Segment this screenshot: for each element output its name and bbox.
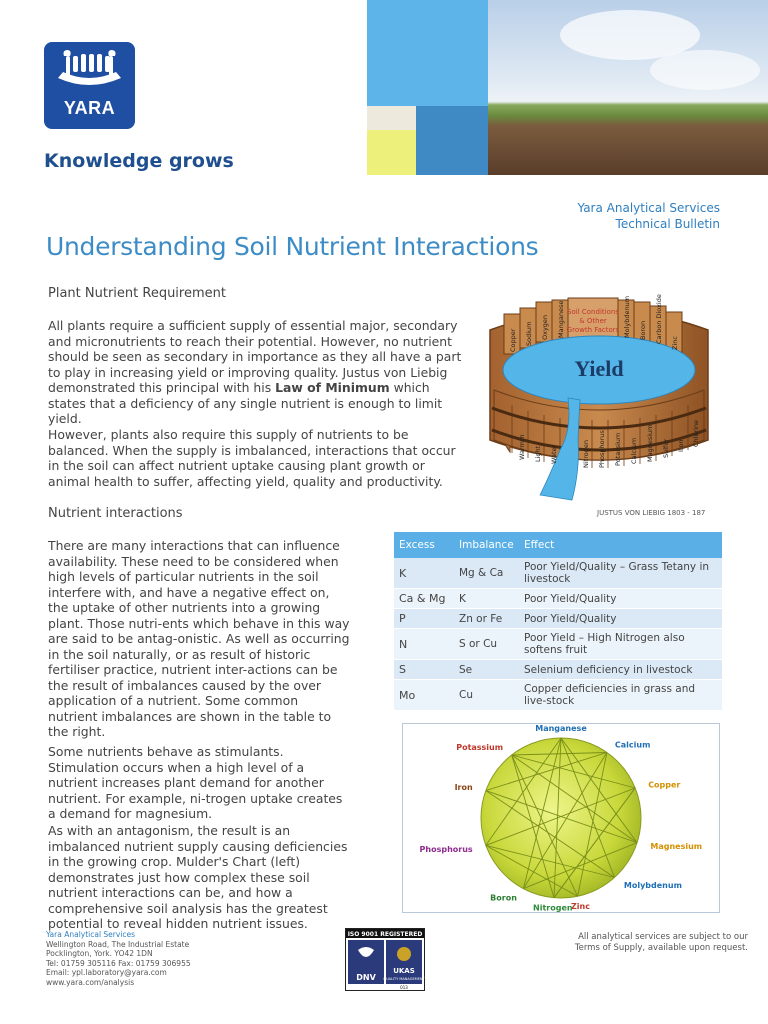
crown-icon — [397, 947, 411, 961]
effect-cell: Poor Yield/Quality – Grass Tetany in livestock — [519, 558, 722, 589]
column-header: Imbalance — [454, 532, 519, 558]
terms-notice — [575, 932, 748, 954]
table-row — [394, 660, 722, 680]
iso-certification-badge — [345, 928, 425, 991]
service-name: Yara Analytical Services — [577, 201, 720, 215]
excess-cell: Ca & Mg — [394, 589, 454, 609]
iso-number: 013 — [400, 985, 408, 990]
effect-cell: Poor Yield/Quality — [519, 589, 722, 609]
excess-cell: Mo — [394, 680, 454, 711]
nutrient-label: Copper — [648, 780, 681, 790]
ukas-label: UKAS — [393, 967, 415, 975]
footer-line[interactable]: www.yara.com/analysis — [46, 977, 135, 987]
section-heading-interactions: Nutrient interactions — [48, 506, 183, 521]
liebig-barrel-illustration — [480, 290, 718, 508]
table-row — [394, 680, 722, 711]
stave-label: Carbon Dioxide — [655, 294, 663, 344]
footer-address — [46, 930, 191, 988]
table-row — [394, 629, 722, 660]
barrel-caption: JUSTUS VON LIEBIG 1803 - 187 — [597, 509, 706, 517]
imbalance-cell: Cu — [454, 680, 519, 711]
table-header-row — [394, 532, 722, 558]
text: All plants require a sufficient supply of essential major, secondary and micronutrients to reach their potential. However, no nutrient should be seen as secondary in importance as they all have a part to play in increasing yield or improving quality. Justus von Liebig demonstrated this principal with his — [48, 318, 462, 395]
table-row — [394, 558, 722, 589]
stave-label: Molybdenum — [623, 295, 631, 338]
excess-cell: K — [394, 558, 454, 589]
stave-label: Phosphorus — [598, 430, 606, 468]
nutrient-label: Boron — [490, 893, 517, 903]
stave-label: Water — [550, 444, 558, 464]
effect-cell: Copper deficiencies in grass and live-stock — [519, 680, 722, 711]
section-heading-requirement: Plant Nutrient Requirement — [48, 286, 226, 301]
nutrient-label: Iron — [454, 783, 473, 793]
dnv-label: DNV — [356, 973, 376, 982]
viking-ship-icon — [44, 42, 135, 98]
terms-line[interactable]: Terms of Supply, available upon request. — [574, 943, 748, 953]
excess-cell: S — [394, 660, 454, 680]
stave-label: Chlorine — [692, 419, 700, 447]
stave-label: Oxygen — [541, 314, 549, 340]
text: which states that a deficiency of any single nutrient is enough to limit yield. — [48, 380, 443, 426]
stave-label: Light — [534, 445, 542, 462]
nutrient-label: Phosphorus — [419, 844, 473, 854]
stave-label: Sulfur — [662, 438, 670, 458]
nutrient-imbalance-table — [394, 532, 722, 711]
imbalance-cell: K — [454, 589, 519, 609]
tagline: Knowledge grows — [44, 150, 234, 172]
stave-label: Magnesium — [646, 424, 654, 462]
footer-line: Wellington Road, The Industrial Estate — [46, 939, 190, 949]
excess-cell: N — [394, 629, 454, 660]
effect-cell: Poor Yield – High Nitrogen also softens fruit — [519, 629, 722, 660]
stave-label: Boron — [639, 320, 647, 340]
imbalance-cell: Se — [454, 660, 519, 680]
header-block-blue — [367, 0, 488, 106]
stave-label: Calcium — [630, 437, 638, 464]
ukas-sub: QUALITY MANAGEMENT — [383, 977, 425, 981]
table-row — [394, 609, 722, 629]
yara-logo — [44, 42, 135, 129]
footer-line[interactable]: Email: ypl.laboratory@yara.com — [46, 968, 167, 978]
stave-label: Nitrogen — [582, 440, 590, 468]
stave-label: Iron — [677, 439, 685, 452]
growth-factors-label: Soil Conditions — [567, 308, 619, 316]
effect-cell: Poor Yield/Quality — [519, 609, 722, 629]
stave-label: Copper — [509, 328, 517, 352]
yield-label: Yield — [574, 356, 624, 381]
column-header: Effect — [519, 532, 722, 558]
column-header: Excess — [394, 532, 454, 558]
paragraph-requirement-1 — [48, 318, 470, 427]
paragraph-interactions-1: There are many interactions that can influence availability. These need to be considered when high levels of particular nutrients in the soil interfere with, and have a negative effect on, the uptake of other nutrients into a growing plant. Those nutri-ents which behave in this way are said to be antag-onistic. As well as occurring in the soil naturally, or as result of historic fertiliser practice, nutrient inter-actions can be the result of imbalances caused by the over application of a nutrient. Some common nutrient imbalances are shown in the table to the right. — [48, 538, 350, 739]
cloud-decoration — [650, 50, 760, 90]
bulletin-header — [578, 200, 720, 232]
brand-name: YARA — [63, 98, 116, 118]
paragraph-interactions-2: Some nutrients behave as stimulants. Stimulation occurs when a high level of a nutrient increases plant demand for another nutrient. For example, ni-trogen uptake creates a demand for magnesium. — [48, 744, 343, 821]
excess-cell: P — [394, 609, 454, 629]
nutrient-label: Potassium — [456, 743, 504, 753]
effect-cell: Selenium deficiency in livestock — [519, 660, 722, 680]
stave-label: Manganese — [557, 300, 565, 338]
footer-line: Pocklington, York. YO42 1DN — [46, 949, 153, 959]
terms-line: All analytical services are subject to our — [578, 932, 748, 942]
nutrient-label: Magnesium — [650, 841, 703, 851]
stave-label: Zinc — [671, 336, 679, 350]
header-block-yellow — [367, 130, 416, 175]
footer-line: Yara Analytical Services — [46, 930, 136, 939]
stave-label: Warmth — [518, 434, 526, 460]
header-block-pale — [367, 106, 416, 130]
imbalance-cell: Mg & Ca — [454, 558, 519, 589]
stave-label: Sodium — [525, 321, 533, 346]
bulletin-type: Technical Bulletin — [615, 217, 720, 231]
iso-title: ISO 9001 REGISTERED — [347, 931, 423, 938]
law-of-minimum: Law of Minimum — [275, 380, 390, 395]
table-row — [394, 589, 722, 609]
page-title: Understanding Soil Nutrient Interactions — [46, 232, 539, 261]
nutrient-label: Calcium — [614, 740, 651, 750]
mulders-chart — [402, 723, 720, 913]
header-block-midblue — [416, 106, 488, 175]
nutrient-label: Molybdenum — [623, 880, 682, 890]
nutrient-label: Nitrogen — [533, 903, 573, 912]
paragraph-interactions-3: As with an antagonism, the result is an imbalanced nutrient supply causing deficiencies in the growing crop. Mulder's Chart (left) demonstrates just how complex these soil nutrient interactions can be, and how a comprehensive soil analysis has the greatest potential to reveal hidden nutrient issues. — [48, 823, 348, 931]
growth-factors-label: Growth Factors — [566, 326, 620, 334]
stave-label: Potassium — [614, 432, 622, 466]
nutrient-label: Manganese — [535, 724, 587, 733]
nutrient-label: Zinc — [571, 902, 590, 911]
imbalance-cell: S or Cu — [454, 629, 519, 660]
footer-line: Tel: 01759 305116 Fax: 01759 306955 — [46, 958, 191, 968]
growth-factors-label: & Other — [579, 317, 607, 325]
imbalance-cell: Zn or Fe — [454, 609, 519, 629]
paragraph-requirement-2: However, plants also require this supply of nutrients to be balanced. When the supply is imbalanced, interactions that occur in the soil can affect nutrient uptake causing plant growth or animal health to suffer, affecting yield, quality and productivity. — [48, 427, 456, 489]
